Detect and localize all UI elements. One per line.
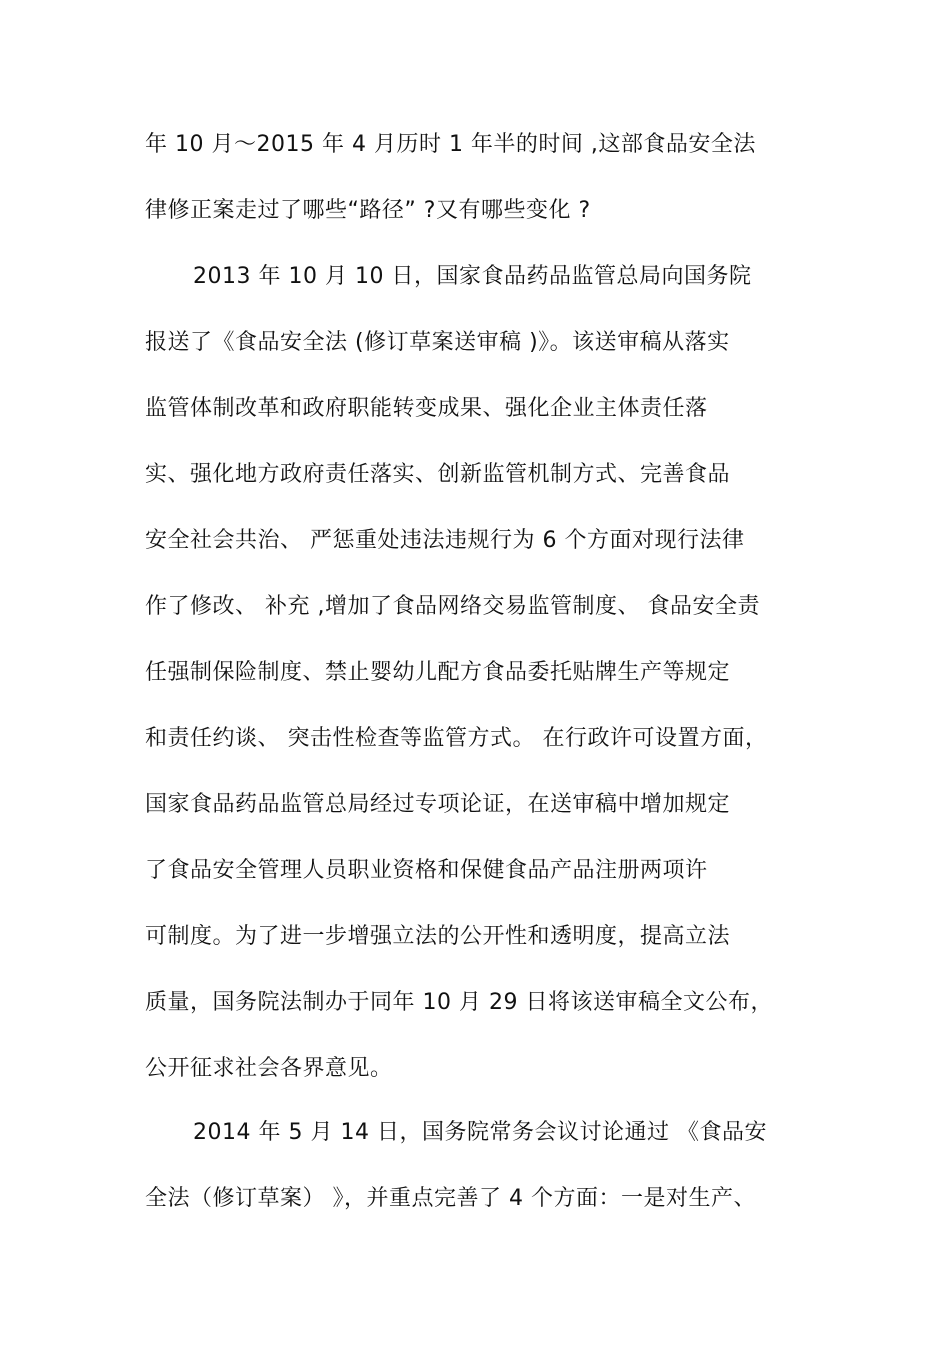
text-line: 任强制保险制度、禁止婴幼儿配方食品委托贴牌生产等规定 bbox=[145, 660, 731, 685]
text-line: 报送了《食品安全法 (修订草案送审稿 )》。该送审稿从落实 bbox=[145, 330, 730, 355]
text-line: 律修正案走过了哪些“路径” ?又有哪些变化 ? bbox=[145, 198, 591, 223]
text-line: 实、强化地方政府责任落实、创新监管机制方式、完善食品 bbox=[145, 462, 731, 487]
text-line: 全法（修订草案） 》，并重点完善了 4 个方面：一是对生产、 bbox=[145, 1186, 756, 1211]
text-line: 国家食品药品监管总局经过专项论证，在送审稿中增加规定 bbox=[145, 792, 731, 817]
text-line: 作了修改、 补充 ,增加了食品网络交易监管制度、 食品安全责 bbox=[145, 594, 760, 619]
text-line: 和责任约谈、 突击性检查等监管方式。 在行政许可设置方面， bbox=[145, 726, 768, 751]
text-line: 了食品安全管理人员职业资格和保健食品产品注册两项许 bbox=[145, 858, 708, 883]
text-line: 可制度。为了进一步增强立法的公开性和透明度，提高立法 bbox=[145, 924, 731, 949]
text-line: 公开征求社会各界意见。 bbox=[145, 1056, 393, 1081]
text-line: 年 10 月～2015 年 4 月历时 1 年半的时间 ,这部食品安全法 bbox=[145, 132, 756, 157]
text-line: 质量，国务院法制办于同年 10 月 29 日将该送审稿全文公布， bbox=[145, 990, 773, 1015]
text-line: 监管体制改革和政府职能转变成果、强化企业主体责任落 bbox=[145, 396, 708, 421]
paragraph-start-line: 2014 年 5 月 14 日，国务院常务会议讨论通过 《食品安 bbox=[193, 1120, 767, 1145]
paragraph-start-line: 2013 年 10 月 10 日，国家食品药品监管总局向国务院 bbox=[193, 264, 752, 289]
text-line: 安全社会共治、 严惩重处违法违规行为 6 个方面对现行法律 bbox=[145, 528, 745, 553]
